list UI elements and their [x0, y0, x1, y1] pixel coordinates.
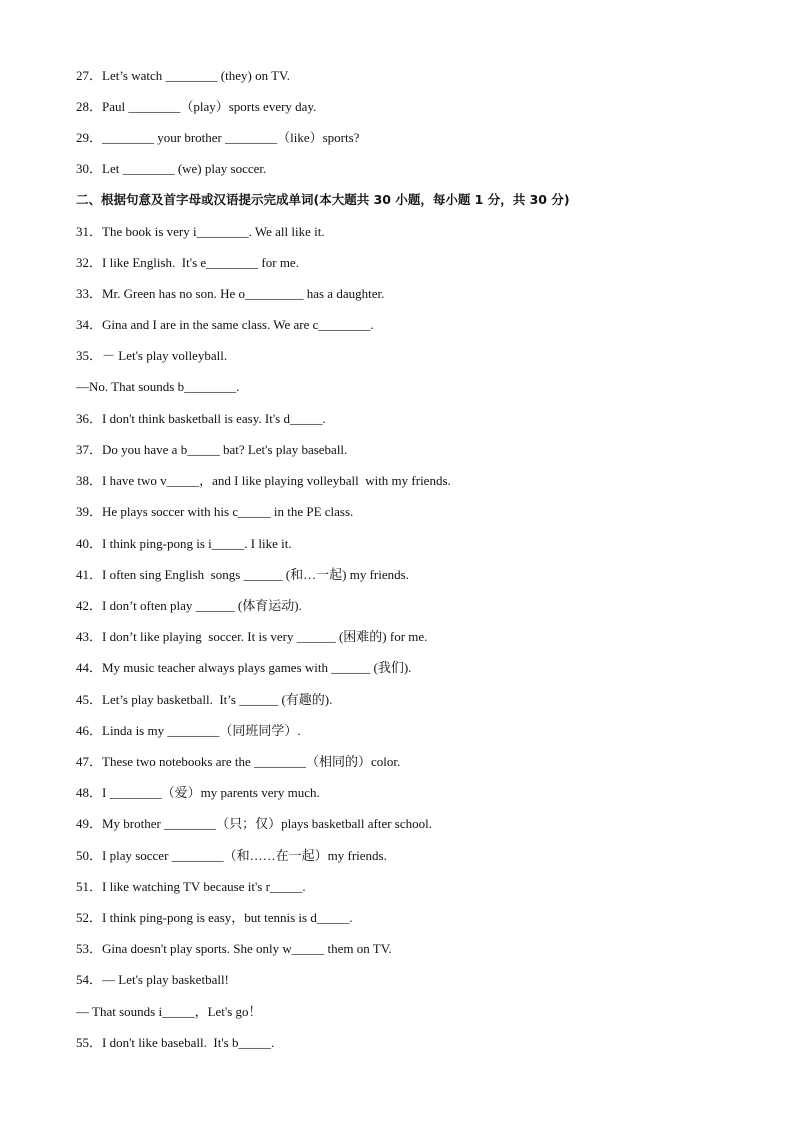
question-43: 43．I don’t like playing soccer. It is very ______ (困难的) for me. — [76, 629, 428, 644]
question-35-reply: —No. That sounds b________. — [76, 379, 240, 394]
question-55: 55．I don't like baseball. It's b_____. — [76, 1035, 275, 1050]
question-33: 33．Mr. Green has no son. He o_________ has a daughter. — [76, 286, 385, 301]
question-38: 38．I have two v_____，and I like playing volleyball with my friends. — [76, 473, 451, 488]
question-53: 53．Gina doesn't play sports. She only w_____ them on TV. — [76, 941, 392, 956]
question-35: 35．－ Let's play volleyball. — [76, 348, 228, 363]
question-36: 36．I don't think basketball is easy. It's d_____. — [76, 411, 326, 426]
question-28: 28．Paul ________（play）sports every day. — [76, 99, 317, 114]
question-54: 54．— Let's play basketball! — [76, 972, 229, 987]
question-46: 46．Linda is my ________（同班同学）. — [76, 723, 301, 738]
question-54-reply: — That sounds i_____，Let's go！ — [76, 1004, 262, 1019]
question-37: 37．Do you have a b_____ bat? Let's play baseball. — [76, 442, 348, 457]
question-44: 44．My music teacher always plays games with ______ (我们). — [76, 660, 412, 675]
question-27: 27．Let’s watch ________ (they) on TV. — [76, 68, 290, 83]
question-42: 42．I don’t often play ______ (体育运动). — [76, 598, 302, 613]
question-52: 52．I think ping-pong is easy，but tennis is d_____. — [76, 910, 353, 925]
question-51: 51．I like watching TV because it's r_____. — [76, 879, 306, 894]
question-32: 32．I like English. It's e________ for me. — [76, 255, 299, 270]
question-41: 41．I often sing English songs ______ (和…一起) my friends. — [76, 567, 409, 582]
question-29: 29．________ your brother ________（like）sports? — [76, 130, 360, 145]
question-48: 48．I ________（爱）my parents very much. — [76, 785, 320, 800]
question-47: 47．These two notebooks are the ________（相同的）color. — [76, 754, 401, 769]
question-49: 49．My brother ________（只；仅）plays basketball after school. — [76, 816, 432, 831]
question-34: 34．Gina and I are in the same class. We are c________. — [76, 317, 374, 332]
question-39: 39．He plays soccer with his c_____ in the PE class. — [76, 504, 354, 519]
question-30: 30．Let ________ (we) play soccer. — [76, 161, 267, 176]
section-heading: 二、根据句意及首字母或汉语提示完成单词(本大题共 30 小题，每小题 1 分，共 30 分) — [76, 192, 570, 207]
question-50: 50．I play soccer ________（和……在一起）my friends. — [76, 848, 387, 863]
question-45: 45．Let’s play basketball. It’s ______ (有趣的). — [76, 692, 333, 707]
question-31: 31．The book is very i________. We all like it. — [76, 224, 325, 239]
question-40: 40．I think ping-pong is i_____. I like it. — [76, 536, 292, 551]
